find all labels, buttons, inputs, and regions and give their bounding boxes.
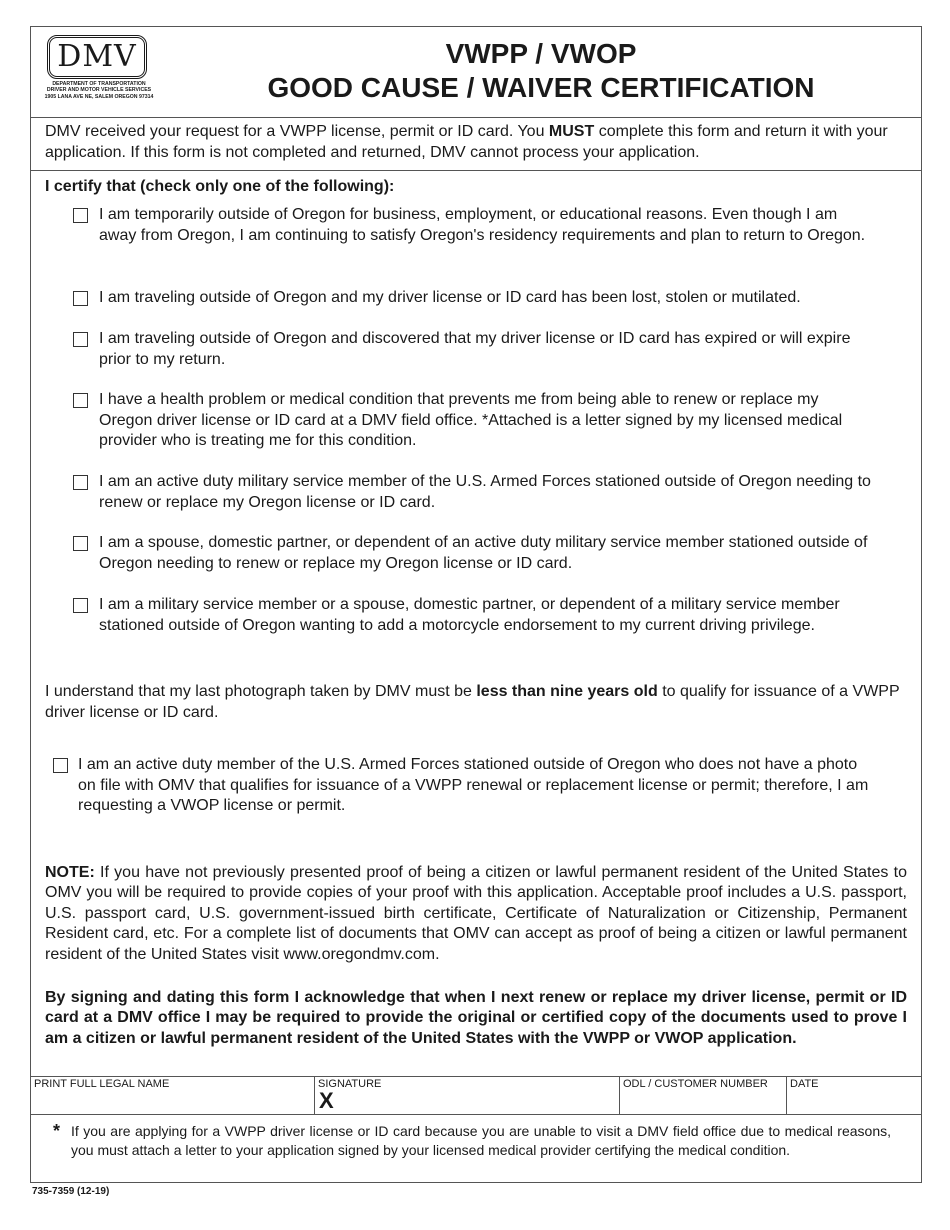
checkbox[interactable] xyxy=(73,393,88,408)
intro-text-after: complete this form and return it with your application. If this form is not completed and returned, DMV cannot process your application. xyxy=(45,123,888,161)
intro-text-before: DMV received your request for a VWPP license, permit or ID card. You xyxy=(45,123,549,140)
form-title xyxy=(161,37,921,105)
logo-line-2: DRIVER AND MOTOR VEHICLE SERVICES xyxy=(46,87,152,94)
signature-row xyxy=(31,1076,921,1115)
photo-notice-emphasis: less than nine years old xyxy=(476,683,658,700)
checkbox[interactable] xyxy=(73,536,88,551)
intro-emphasis: MUST xyxy=(548,123,595,140)
form-frame xyxy=(30,26,922,1183)
checkbox[interactable] xyxy=(73,332,88,347)
note-paragraph xyxy=(45,863,907,965)
certify-heading: I certify that (check only one of the following): xyxy=(45,178,395,195)
option-label: I am an active duty military service member of the U.S. Armed Forces stationed outside of Oregon needing to renew or replace my Oregon license or ID card. xyxy=(99,473,871,511)
checkbox[interactable] xyxy=(73,475,88,490)
option-label: I am temporarily outside of Oregon for business, employment, or educational reasons. Even though I am away from Oregon, I am continuing to satisfy Oregon's residency requirements and plan to return to Oregon. xyxy=(99,206,866,244)
odl-customer-number-field[interactable] xyxy=(619,1077,786,1114)
photo-age-notice xyxy=(45,682,907,723)
dmv-logo-text: DMV xyxy=(57,39,137,74)
note-text: If you have not previously presented proof of being a citizen or lawful permanent resident of the United States to OMV you will be required to provide copies of your proof with this application. Acceptable proof includes a U.S. passport, U.S. passport card, U.S. government-issued birth certificate, Certificate of Naturalization or Citizenship, Permanent Resident card, etc. For a complete list of documents that OMV can accept as proof of being a citizen or lawful permanent resident of the United States visit www.oregondmv.com. xyxy=(45,864,907,963)
dmv-logo-address xyxy=(43,81,155,100)
signature-label: SIGNATURE xyxy=(318,1078,382,1090)
form-header xyxy=(31,27,921,118)
signature-x-mark: X xyxy=(319,1088,334,1113)
checkbox[interactable] xyxy=(73,598,88,613)
medical-footnote xyxy=(53,1122,891,1159)
option-label: I am a military service member or a spouse, domestic partner, or dependent of a military service member stationed outside of Oregon wanting to add a motorcycle endorsement to my current driving privilege. xyxy=(99,596,840,634)
option-label: I am a spouse, domestic partner, or dependent of an active duty military service member stationed outside of Oregon needing to renew or replace my Oregon license or ID card. xyxy=(99,534,868,572)
date-field[interactable] xyxy=(786,1077,921,1114)
asterisk-icon: * xyxy=(53,1121,61,1141)
form-title-line-1: VWPP / VWOP xyxy=(445,38,637,69)
note-label: NOTE: xyxy=(45,864,95,881)
option-label: I am traveling outside of Oregon and discovered that my driver license or ID card has expired or will expire prior to my return. xyxy=(99,330,851,368)
acknowledgement-paragraph: By signing and dating this form I acknowledge that when I next renew or replace my driver license, permit or ID card at a DMV office I may be required to provide the original or certified copy of the documents used to prove I am a citizen or lawful permanent resident of the United States with the VWPP or VWOP application. xyxy=(45,989,907,1047)
dmv-logo xyxy=(43,35,155,100)
form-title-line-2: GOOD CAUSE / WAIVER CERTIFICATION xyxy=(267,72,815,103)
date-label: DATE xyxy=(790,1078,819,1090)
checkbox[interactable] xyxy=(73,291,88,306)
footnote-text: If you are applying for a VWPP driver license or ID card because you are unable to visit a DMV field office due to medical reasons, you must attach a letter to your application signed by your licensed medical provider certifying the medical condition. xyxy=(71,1123,891,1158)
full-legal-name-field[interactable] xyxy=(31,1077,314,1114)
photo-notice-before: I understand that my last photograph taken by DMV must be xyxy=(45,683,477,700)
dmv-logo-badge xyxy=(47,35,147,79)
odl-customer-number-label: ODL / CUSTOMER NUMBER xyxy=(623,1078,768,1090)
option-label: I have a health problem or medical condition that prevents me from being able to renew or replace my Oregon driver license or ID card at a DMV field office. *Attached is a letter signed by my licensed medical provider who is treating me for this condition. xyxy=(99,391,843,450)
full-legal-name-label: PRINT FULL LEGAL NAME xyxy=(34,1078,170,1090)
option-label: I am an active duty member of the U.S. Armed Forces stationed outside of Oregon who does not have a photo on file with OMV that qualifies for issuance of a VWPP renewal or replacement license or permit; therefore, I am requesting a VWOP license or permit. xyxy=(78,756,869,815)
checkbox[interactable] xyxy=(53,758,68,773)
option-label: I am traveling outside of Oregon and my driver license or ID card has been lost, stolen or mutilated. xyxy=(99,289,801,306)
intro-paragraph xyxy=(31,117,921,171)
photo-notice-after: to qualify for issuance of a VWPP driver license or ID card. xyxy=(45,683,900,721)
logo-line-1: DEPARTMENT OF TRANSPORTATION xyxy=(52,81,146,87)
signature-field[interactable] xyxy=(314,1077,619,1114)
checkbox[interactable] xyxy=(73,208,88,223)
logo-line-3: 1905 LANA AVE NE, SALEM OREGON 97314 xyxy=(44,93,154,100)
form-number: 735-7359 (12-19) xyxy=(32,1186,110,1197)
